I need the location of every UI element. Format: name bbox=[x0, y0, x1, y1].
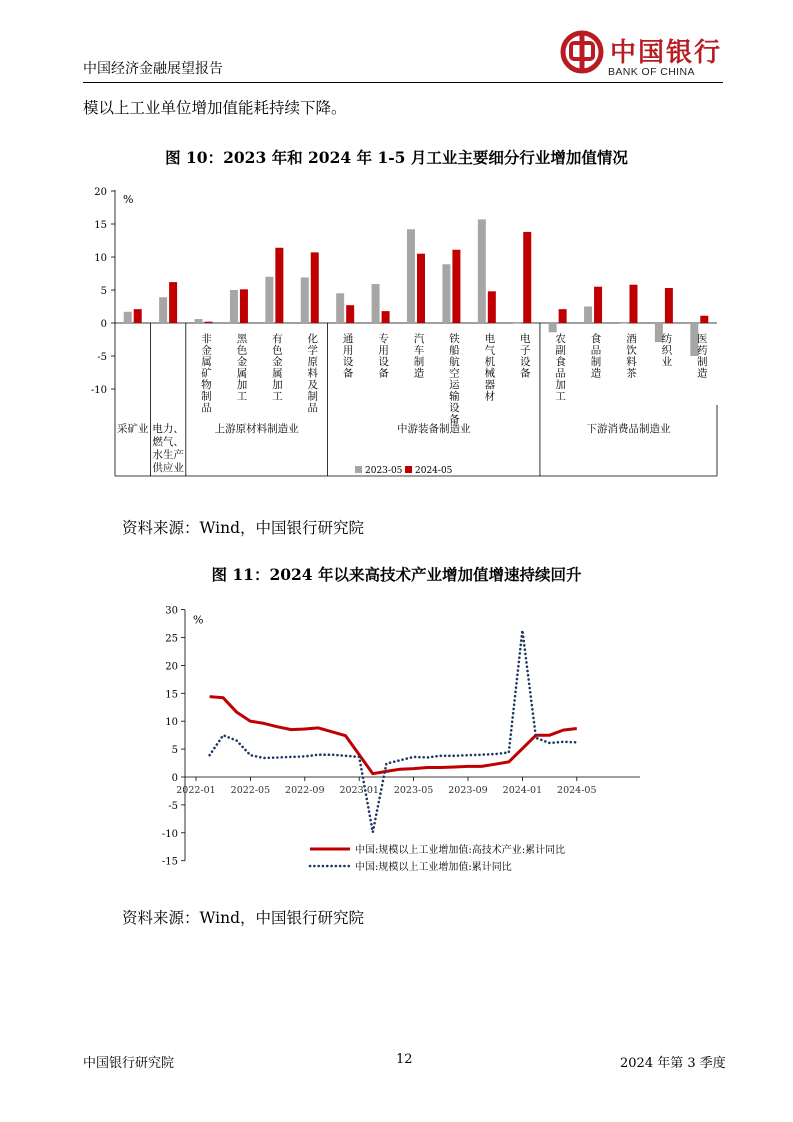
bar bbox=[665, 288, 673, 323]
bar bbox=[452, 250, 460, 323]
page-number: 12 bbox=[396, 1052, 413, 1067]
figure-11-caption: 图 11：2024 年以来高技术产业增加值增速持续回升 bbox=[211, 565, 582, 584]
bar bbox=[301, 277, 309, 323]
header-divider bbox=[83, 82, 723, 83]
category-label: 电气机械器材 bbox=[484, 333, 496, 403]
category-label: 有色金属加工 bbox=[272, 333, 283, 403]
group-label: 下游消费品制造业 bbox=[586, 423, 671, 435]
bar bbox=[478, 219, 486, 323]
bar bbox=[442, 264, 450, 323]
y-tick-label: 10 bbox=[94, 253, 107, 264]
legend-swatch bbox=[405, 466, 412, 473]
category-label: 医药制造 bbox=[697, 333, 708, 380]
bar bbox=[407, 229, 415, 323]
category-label: 化学原料及制品 bbox=[307, 333, 319, 414]
bar bbox=[549, 323, 557, 332]
group-label: 燃气、 bbox=[152, 436, 184, 448]
figure-10-caption: 图 10：2023 年和 2024 年 1-5 月工业主要细分行业增加值情况 bbox=[165, 148, 628, 167]
logo-english-name: BANK OF CHINA bbox=[608, 66, 695, 78]
x-tick-label: 2023-01 bbox=[339, 785, 379, 796]
body-paragraph: 模以上工业单位增加值能耗持续下降。 bbox=[83, 99, 347, 117]
figure-11-line-chart bbox=[150, 600, 660, 880]
x-tick-label: 2023-09 bbox=[448, 785, 488, 796]
y-tick-label: -5 bbox=[168, 800, 178, 812]
y-tick-label: 10 bbox=[165, 717, 178, 729]
industry-series-line bbox=[210, 630, 577, 832]
bar bbox=[159, 297, 167, 323]
category-label: 汽车制造 bbox=[413, 333, 425, 380]
category-label: 农副食品加工 bbox=[555, 333, 566, 403]
group-label: 采矿业 bbox=[116, 423, 149, 435]
bar bbox=[205, 322, 213, 323]
bar bbox=[134, 309, 142, 323]
y-unit-label: % bbox=[123, 193, 134, 206]
bar bbox=[265, 277, 273, 323]
bar bbox=[240, 289, 248, 323]
bar bbox=[230, 290, 238, 323]
y-tick-label: 5 bbox=[171, 745, 178, 757]
x-tick-label: 2022-09 bbox=[285, 785, 325, 796]
bar bbox=[195, 319, 203, 323]
y-tick-label: -15 bbox=[161, 856, 178, 868]
bar bbox=[382, 311, 390, 323]
bar bbox=[417, 254, 425, 323]
bar bbox=[336, 293, 344, 323]
y-tick-label: 15 bbox=[165, 689, 178, 701]
bar bbox=[700, 316, 708, 323]
x-tick-label: 2023-05 bbox=[393, 785, 434, 796]
y-tick-label: -10 bbox=[90, 385, 107, 396]
group-label: 水生产 bbox=[152, 449, 184, 461]
legend-label: 2023-05 bbox=[365, 466, 403, 476]
category-label: 非金属矿物制品 bbox=[201, 333, 212, 414]
y-tick-label: 20 bbox=[165, 661, 178, 673]
footer-institute: 中国银行研究院 bbox=[83, 1056, 175, 1071]
footer-quarter: 2024 年第 3 季度 bbox=[620, 1056, 726, 1071]
y-unit-label: % bbox=[193, 613, 204, 627]
group-label: 电力、 bbox=[152, 423, 184, 435]
x-tick-label: 2022-05 bbox=[230, 785, 271, 796]
category-label: 黑色金属加工 bbox=[236, 333, 248, 403]
category-label: 铁船航空运输设备 bbox=[449, 333, 460, 426]
category-label: 通用设备 bbox=[342, 333, 354, 380]
figure-10-bar-chart bbox=[80, 180, 730, 482]
figure-11-source: 资料来源：Wind，中国银行研究院 bbox=[122, 909, 365, 927]
y-tick-label: 5 bbox=[100, 286, 107, 297]
figure-10-source: 资料来源：Wind，中国银行研究院 bbox=[122, 519, 365, 537]
bar bbox=[372, 284, 380, 323]
y-tick-label: 0 bbox=[171, 773, 178, 784]
category-label: 酒饮料茶 bbox=[626, 333, 637, 380]
x-tick-label: 2024-05 bbox=[557, 785, 597, 796]
category-label: 专用设备 bbox=[378, 333, 389, 380]
group-label: 中游装备制造业 bbox=[396, 423, 471, 435]
legend-label: 中国:规模以上工业增加值:累计同比 bbox=[355, 862, 512, 873]
bar bbox=[275, 248, 283, 323]
y-tick-label: -10 bbox=[161, 828, 178, 840]
bar bbox=[346, 305, 354, 323]
category-label: 食品制造 bbox=[590, 333, 602, 380]
bar bbox=[124, 312, 132, 323]
group-label: 上游原材料制造业 bbox=[214, 423, 299, 435]
y-tick-label: 30 bbox=[165, 605, 178, 617]
x-tick-label: 2022-01 bbox=[176, 785, 216, 796]
logo-chinese-name: 中国银行 bbox=[610, 38, 723, 68]
y-tick-label: 20 bbox=[94, 187, 107, 198]
category-label: 电子设备 bbox=[519, 333, 531, 380]
legend-swatch bbox=[355, 466, 362, 473]
y-tick-label: -5 bbox=[97, 352, 107, 363]
legend-label: 2024-05 bbox=[415, 466, 453, 476]
bar bbox=[619, 323, 627, 324]
y-tick-label: 15 bbox=[94, 220, 107, 231]
y-tick-label: 25 bbox=[165, 633, 178, 645]
report-title: 中国经济金融展望报告 bbox=[83, 61, 223, 77]
bar bbox=[594, 287, 602, 323]
legend-label: 中国:规模以上工业增加值:高技术产业:累计同比 bbox=[355, 845, 566, 856]
bar bbox=[523, 232, 531, 323]
bar bbox=[311, 252, 319, 323]
bar bbox=[169, 282, 177, 323]
bar bbox=[629, 285, 637, 323]
y-tick-label: 0 bbox=[100, 319, 107, 330]
category-label: 纺织业 bbox=[661, 333, 673, 368]
bar bbox=[513, 323, 521, 324]
group-label: 供应业 bbox=[152, 462, 184, 474]
bar bbox=[584, 307, 592, 324]
bar bbox=[488, 291, 496, 323]
bar bbox=[559, 309, 567, 323]
x-tick-label: 2024-01 bbox=[502, 785, 543, 796]
